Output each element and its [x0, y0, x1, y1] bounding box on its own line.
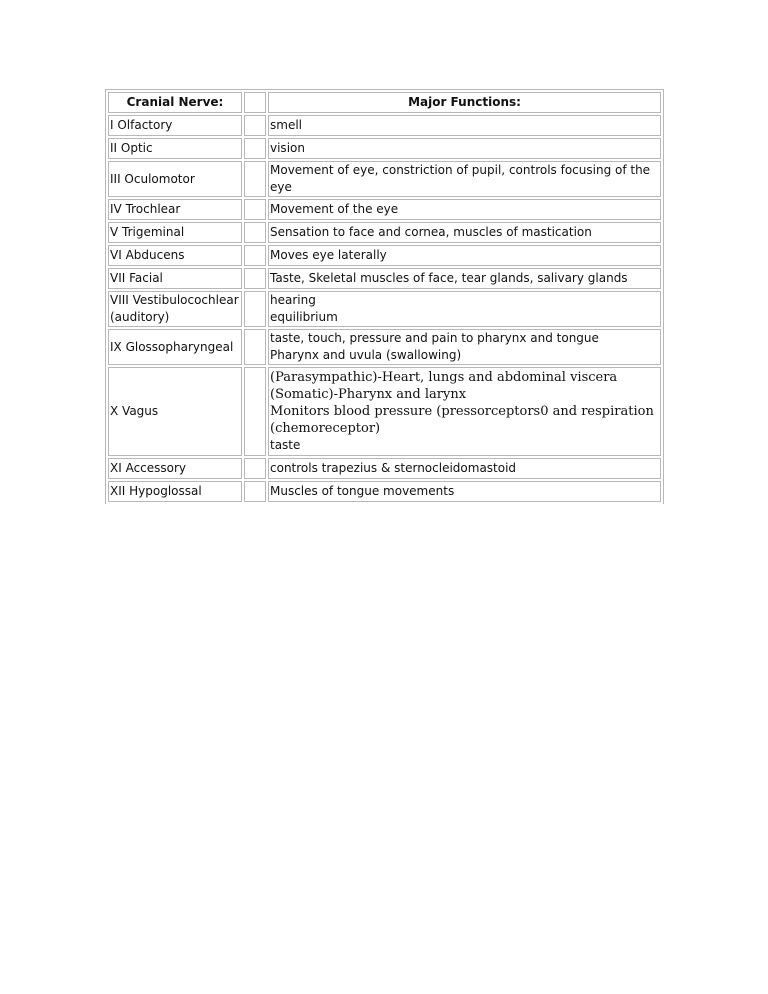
spacer-cell: [244, 268, 266, 289]
nerve-cell: XI Accessory: [108, 458, 242, 479]
function-cell: [268, 138, 661, 159]
table-row: [108, 245, 661, 266]
nerve-cell: IV Trochlear: [108, 199, 242, 220]
table-row: [108, 481, 661, 502]
function-cell: [268, 481, 661, 502]
function-cell: [268, 367, 661, 456]
table-row: [108, 458, 661, 479]
table-row: [108, 161, 661, 197]
header-spacer-cell: [244, 92, 266, 113]
cranial-nerves-table: [105, 89, 664, 504]
nerve-cell: II Optic: [108, 138, 242, 159]
function-cell: [268, 329, 661, 365]
function-cell: [268, 199, 661, 220]
nerve-cell: V Trigeminal: [108, 222, 242, 243]
nerve-cell: X Vagus: [108, 367, 242, 456]
function-cell: [268, 222, 661, 243]
header-cranial-nerve: Cranial Nerve:: [108, 92, 242, 113]
function-cell: [268, 161, 661, 197]
nerve-cell: XII Hypoglossal: [108, 481, 242, 502]
function-line: Movement of the eye: [270, 202, 399, 216]
spacer-cell: [244, 367, 266, 456]
function-line: (Parasympathic)-Heart, lungs and abdominal viscera: [270, 370, 618, 385]
spacer-cell: [244, 161, 266, 197]
table-row: [108, 115, 661, 136]
function-line: Monitors blood pressure (pressorceptors0 and respiration (chemoreceptor): [270, 404, 654, 436]
function-cell: [268, 268, 661, 289]
table-row: [108, 222, 661, 243]
header-major-functions: Major Functions:: [268, 92, 661, 113]
table-row: [108, 291, 661, 327]
nerve-cell: IX Glossopharyngeal: [108, 329, 242, 365]
function-cell: [268, 458, 661, 479]
table-row: [108, 199, 661, 220]
function-line: Pharynx and uvula (swallowing): [270, 348, 462, 362]
function-line: Sensation to face and cornea, muscles of mastication: [270, 225, 592, 239]
nerve-cell: I Olfactory: [108, 115, 242, 136]
spacer-cell: [244, 458, 266, 479]
function-line: taste, touch, pressure and pain to pharynx and tongue: [270, 331, 599, 345]
function-line: controls trapezius & sternocleidomastoid: [270, 461, 517, 475]
function-line: vision: [270, 141, 305, 155]
function-cell: [268, 245, 661, 266]
spacer-cell: [244, 329, 266, 365]
table-row: [108, 268, 661, 289]
nerve-cell: VI Abducens: [108, 245, 242, 266]
function-line: (Somatic)-Pharynx and larynx: [270, 387, 467, 402]
function-line: taste: [270, 438, 301, 452]
spacer-cell: [244, 481, 266, 502]
table-row: [108, 367, 661, 456]
nerve-cell: VII Facial: [108, 268, 242, 289]
function-line: Moves eye laterally: [270, 248, 387, 262]
table-header-row: [108, 92, 661, 113]
spacer-cell: [244, 199, 266, 220]
nerve-cell: III Oculomotor: [108, 161, 242, 197]
spacer-cell: [244, 222, 266, 243]
table-row: [108, 138, 661, 159]
spacer-cell: [244, 291, 266, 327]
function-line: Taste, Skeletal muscles of face, tear glands, salivary glands: [270, 271, 628, 285]
function-line: smell: [270, 118, 302, 132]
function-cell: [268, 115, 661, 136]
function-line: hearing: [270, 293, 316, 307]
spacer-cell: [244, 115, 266, 136]
function-line: Movement of eye, constriction of pupil, controls focusing of the eye: [270, 163, 651, 194]
function-line: equilibrium: [270, 310, 338, 324]
spacer-cell: [244, 245, 266, 266]
spacer-cell: [244, 138, 266, 159]
function-line: Muscles of tongue movements: [270, 484, 455, 498]
table-row: [108, 329, 661, 365]
function-cell: [268, 291, 661, 327]
nerve-cell: VIII Vestibulocochlear (auditory): [108, 291, 242, 327]
